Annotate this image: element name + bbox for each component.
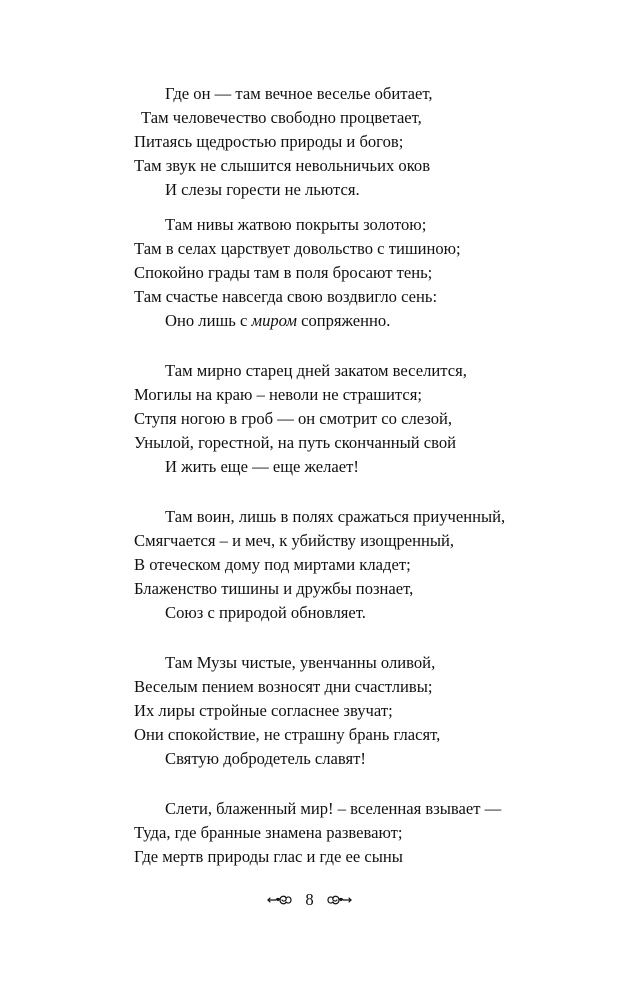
poem-line: В отеческом дому под миртами кладет; [134, 555, 411, 574]
emphasized-word: миром [251, 311, 297, 330]
poem-line: Союз с природой обновляет. [165, 603, 366, 622]
page-number: 8 [305, 890, 314, 909]
poem-line-part: сопряженно. [296, 311, 391, 330]
floral-ornament-left-icon [267, 892, 293, 908]
poem-line: Блаженство тишины и дружбы познает, [134, 579, 414, 598]
poem-line: Питаясь щедростью природы и богов; [134, 132, 404, 151]
poem-line: Они спокойствие, не страшну брань гласят, [134, 725, 441, 744]
poem-line: Их лиры стройные согласнее звучат; [134, 701, 393, 720]
poem-line: Там мирно старец дней закатом веселится, [165, 361, 467, 380]
stanza-2 [134, 213, 604, 333]
poem-line: Смягчается – и меч, к убийству изощренный, [134, 531, 455, 550]
poem-line [134, 309, 604, 333]
poem-line: Унылой, горестной, на путь скончанный свой [134, 433, 457, 452]
poem-line: Там звук не слышится невольничьих оков [134, 156, 431, 175]
stanza-1 [134, 82, 604, 202]
poem-line: Ступя ногою в гроб — он смотрит со слезой, [134, 409, 453, 428]
poem-line: Святую добродетель славят! [165, 749, 366, 768]
poem-line: Там Музы чистые, увенчанны оливой, [165, 653, 436, 672]
poem-line: Там человечество свободно процветает, [141, 108, 422, 127]
poem-line: Веселым пением возносят дни счастливы; [134, 677, 433, 696]
poem-line: Там нивы жатвою покрыты золотою; [165, 215, 427, 234]
poem-line-part: Оно лишь с [165, 311, 252, 330]
poem-line: Слети, блаженный мир! – вселенная взывает — [165, 799, 502, 818]
poem-line: И слезы горести не льются. [165, 180, 360, 199]
poem-line: Там в селах царствует довольство с тишиною; [134, 239, 461, 258]
poem-line: Могилы на краю – неволи не страшится; [134, 385, 422, 404]
stanza-3 [134, 359, 604, 479]
poem-line: Где он — там вечное веселье обитает, [165, 84, 433, 103]
poem-line: Туда, где бранные знамена развевают; [134, 823, 403, 842]
poem-line: Спокойно грады там в поля бросают тень; [134, 263, 433, 282]
poem-line: Там воин, лишь в полях сражаться приученный, [165, 507, 506, 526]
stanza-5 [134, 651, 604, 771]
poem-line: Где мертв природы глас и где ее сыны [134, 847, 403, 866]
stanza-4 [134, 505, 604, 625]
poem-line: И жить еще — еще желает! [165, 457, 359, 476]
floral-ornament-right-icon [326, 892, 352, 908]
stanza-6 [134, 797, 604, 869]
poem-line: Там счастье навсегда свою воздвигло сень: [134, 287, 438, 306]
page-footer [0, 888, 619, 912]
